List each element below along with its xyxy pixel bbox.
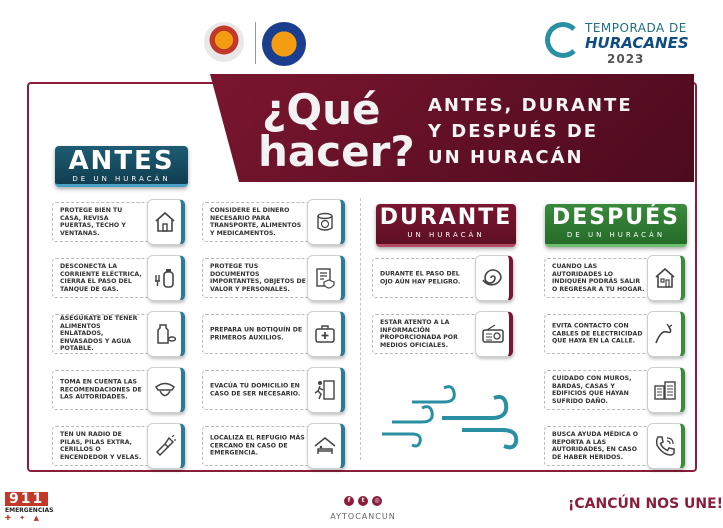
antes-card xyxy=(52,426,182,466)
antes-card xyxy=(52,370,182,410)
antes-card-text: PROTEGE TUS DOCUMENTOS IMPORTANTES, OBJETOS DE VALOR Y PERSONALES. xyxy=(210,262,306,293)
emergency-symbols-icon: ✚ ✦ ▲ xyxy=(5,514,42,522)
radio-icon xyxy=(475,311,513,357)
emergency-label: EMERGENCIAS xyxy=(5,507,54,514)
antes-card xyxy=(52,314,182,354)
title-question-line2: hacer? xyxy=(258,127,415,176)
antes-card-text: LOCALIZA EL REFUGIO MÁS CERCANO EN CASO DE EMERGENCIA. xyxy=(210,434,305,457)
instagram-icon[interactable]: ◎ xyxy=(372,496,382,506)
home-icon xyxy=(647,255,685,301)
house-icon xyxy=(147,199,185,245)
officer-cap-icon xyxy=(147,367,185,413)
despues-title: DESPUÉS xyxy=(552,205,680,230)
season-year: 2023 xyxy=(607,52,645,66)
slogan: ¡CANCÚN NOS UNE! xyxy=(568,496,723,512)
twitter-icon[interactable]: t xyxy=(358,496,368,506)
antes-card xyxy=(52,258,182,298)
antes-card-text: PROTEGE BIEN TU CASA, REVISA PUERTAS, TECHO Y VENTANAS. xyxy=(60,206,126,237)
antes-title: ANTES xyxy=(68,146,175,176)
durante-card-text: ESTAR ATENTO A LA INFORMACIÓN PROPORCIONADA POR MEDIOS OFICIALES. xyxy=(380,318,458,349)
hurricane-season-badge xyxy=(545,18,695,68)
column-divider xyxy=(360,198,362,460)
title-subtitle-line2: Y DESPUÉS DE xyxy=(428,121,599,142)
civil-protection-seal-icon xyxy=(262,22,306,66)
despues-card xyxy=(544,426,684,466)
cable-icon xyxy=(647,311,685,357)
section-durante-heading xyxy=(376,204,516,247)
first-aid-icon xyxy=(307,311,345,357)
money-icon xyxy=(307,199,345,245)
section-despues-heading xyxy=(545,204,687,247)
antes-subtitle: DE UN HURACÁN xyxy=(72,175,171,183)
logo-divider xyxy=(255,22,256,64)
hurricane-swirl-icon xyxy=(545,22,581,58)
government-logos xyxy=(198,20,323,66)
despues-card-text: EVITA CONTACTO CON CABLES DE ELECTRICIDAD QUE HAYA EN LA CALLE. xyxy=(552,322,643,345)
antes-card xyxy=(202,370,342,410)
municipality-seal-icon xyxy=(204,22,244,62)
gas-tank-icon xyxy=(147,255,185,301)
buildings-icon xyxy=(647,367,685,413)
season-title: HURACANES xyxy=(585,34,689,52)
phone-icon xyxy=(647,423,685,469)
exit-icon xyxy=(307,367,345,413)
emergency-number: 911 xyxy=(5,492,48,506)
antes-card-text: TEN UN RADIO DE PILAS, PILAS EXTRA, CERILLOS O ENCENDEDOR Y VELAS. xyxy=(60,430,142,461)
social-handle: AYTOCANCUN xyxy=(330,512,396,521)
shelter-icon xyxy=(307,423,345,469)
durante-card-text: DURANTE EL PASO DEL OJO AÚN HAY PELIGRO. xyxy=(380,270,461,285)
wind-gusts-icon xyxy=(382,382,532,452)
antes-card xyxy=(202,258,342,298)
section-antes-heading xyxy=(55,146,188,187)
durante-card xyxy=(372,314,512,354)
antes-card xyxy=(202,314,342,354)
antes-card-text: ASEGÚRATE DE TENER ALIMENTOS ENLATADOS, ENVASADOS Y AGUA POTABLE. xyxy=(60,315,138,353)
antes-card xyxy=(202,426,342,466)
despues-card xyxy=(544,258,684,298)
antes-card-text: CONSIDERE EL DINERO NECESARIO PARA TRANSPORTE, ALIMENTOS Y MEDICAMENTOS. xyxy=(210,206,302,237)
despues-card xyxy=(544,370,684,410)
antes-card xyxy=(52,202,182,242)
emergency-911-logo xyxy=(5,492,67,522)
despues-subtitle: DE UN HURACÁN xyxy=(566,231,666,239)
despues-card-text: CUANDO LAS AUTORIDADES LO INDIQUEN PODRÁS SALIR O REGRESAR A TU HOGAR. xyxy=(552,262,645,293)
durante-card xyxy=(372,258,512,298)
water-can-icon xyxy=(147,311,185,357)
durante-subtitle: UN HURACÁN xyxy=(407,231,485,239)
title-question-line1: ¿Qué xyxy=(262,85,381,134)
title-subtitle-line3: UN HURACÁN xyxy=(428,147,584,168)
flashlight-icon xyxy=(147,423,185,469)
antes-card-text: DESCONECTA LA CORRIENTE ELÉCTRICA, CIERRA EL PASO DEL TANQUE DE GAS. xyxy=(60,262,142,293)
title-subtitle-line1: ANTES, DURANTE xyxy=(428,95,633,116)
despues-card-text: CUIDADO CON MUROS, BARDAS, CASAS Y EDIFICIOS QUE HAYAN SUFRIDO DAÑO. xyxy=(552,374,632,405)
facebook-icon[interactable]: f xyxy=(344,496,354,506)
antes-card xyxy=(202,202,342,242)
despues-card xyxy=(544,314,684,354)
despues-card-text: BUSCA AYUDA MÉDICA O REPORTA A LAS AUTORIDADES, EN CASO DE HABER HERIDOS. xyxy=(552,430,639,461)
antes-card-text: TOMA EN CUENTA LAS RECOMENDACIONES DE LAS AUTORIDADES. xyxy=(60,378,142,401)
antes-card-text: EVACÚA TU DOMICILIO EN CASO DE SER NECESARIO. xyxy=(210,382,301,397)
antes-card-text: PREPARA UN BOTIQUÍN DE PRIMEROS AUXILIOS. xyxy=(210,326,303,341)
durante-title: DURANTE xyxy=(379,205,513,230)
documents-icon xyxy=(307,255,345,301)
season-label: TEMPORADA DE xyxy=(585,21,687,35)
social-icons xyxy=(338,496,388,508)
hurricane-eye-icon xyxy=(475,255,513,301)
